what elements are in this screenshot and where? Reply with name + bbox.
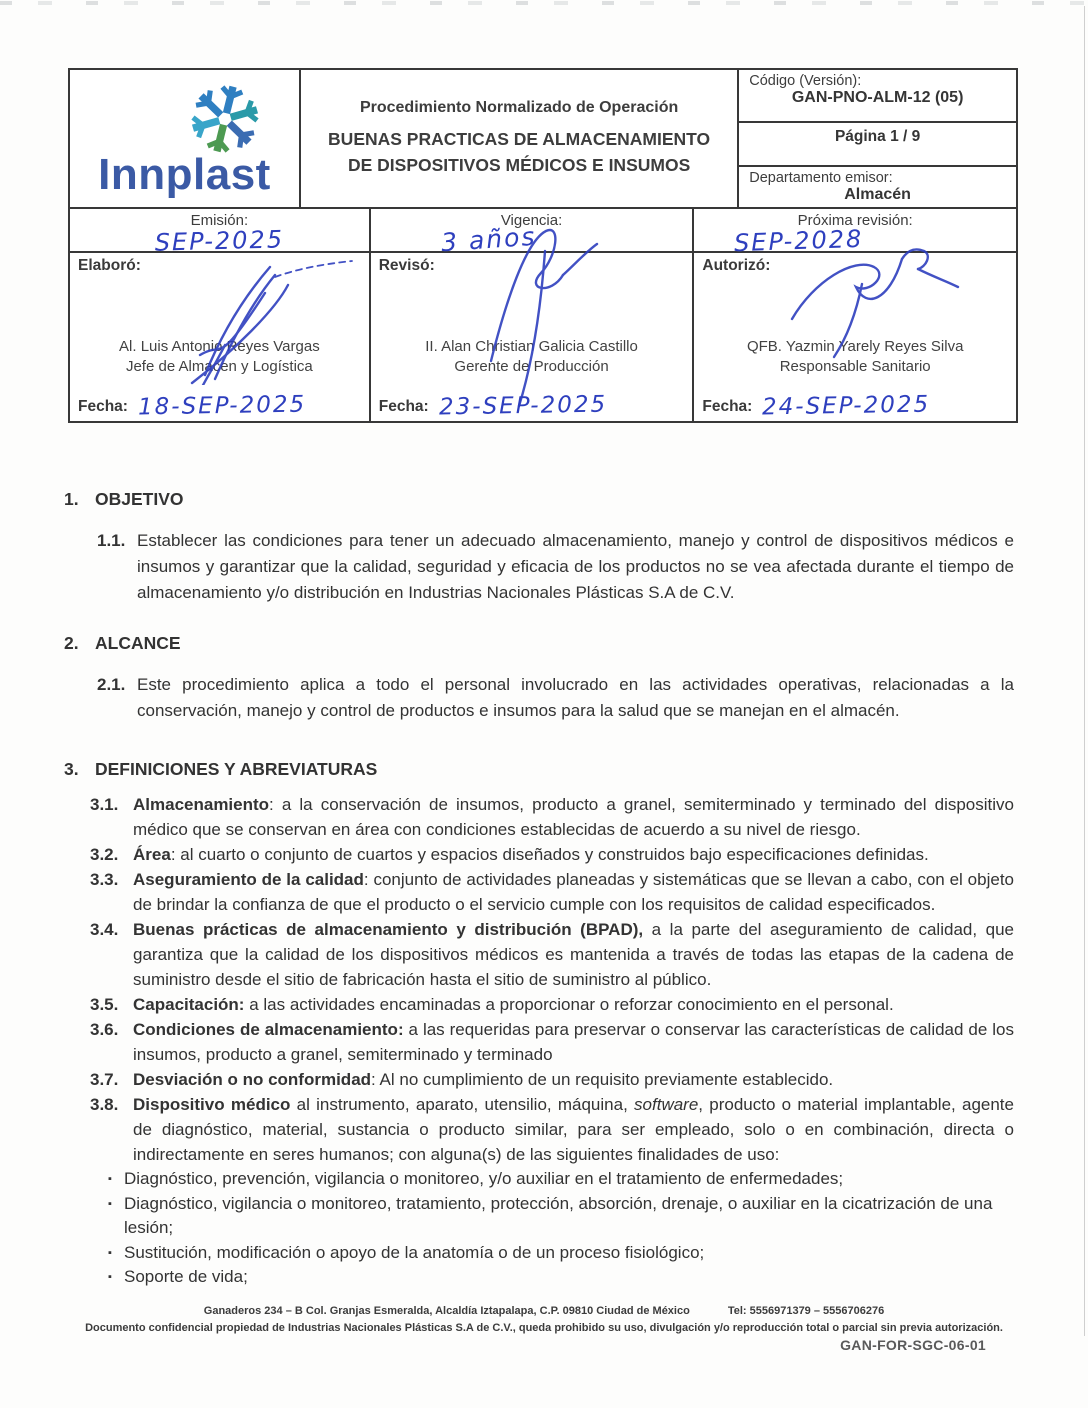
elaboro-title: Jefe de Almacen y Logística — [125, 357, 313, 375]
definition-term: Almacenamiento — [133, 795, 270, 814]
elaboro-cell — [70, 253, 371, 421]
reviso-title: Gerente de Producción — [454, 357, 609, 375]
paragraph-1-1 — [97, 528, 1014, 606]
autorizo-name: QFB. Yazmin Yarely Reyes Silva — [746, 337, 964, 355]
definition-3-7 — [90, 1067, 1014, 1092]
definition-text — [133, 1017, 1014, 1067]
elaboro-fecha-label: Fecha: — [78, 398, 128, 415]
elaboro-fecha-handwritten: 18-SEP-2025 — [137, 391, 307, 421]
definition-number: 3.4. — [90, 920, 119, 939]
definition-3-6 — [90, 1017, 1014, 1067]
section-heading-objetivo — [64, 486, 1014, 512]
definition-term: Área — [133, 845, 171, 864]
bullet-text: Sustitución, modificación o apoyo de la anatomía o de un proceso fisiológico; — [124, 1242, 705, 1262]
bullet-item-4 — [108, 1265, 1014, 1290]
reviso-fecha-label: Fecha: — [378, 398, 429, 415]
departamento-value: Almacén — [844, 186, 911, 203]
definition-number: 3.7. — [90, 1070, 119, 1089]
definition-body: : Al no cumplimiento de un requisito previamente establecido. — [371, 1070, 834, 1089]
autorizo-cell — [694, 253, 1016, 421]
bullet-marker: ▪ — [108, 1173, 112, 1185]
definition-term: Buenas prácticas de almacenamiento y distribución (BPAD), — [133, 920, 644, 939]
bullet-text: Soporte de vida; — [124, 1267, 248, 1286]
vigencia-label: Vigencia: — [500, 212, 563, 229]
definition-text — [133, 992, 1014, 1017]
document-title: BUENAS PRACTICAS DE ALMACENAMIENTO DE DISPOSITIVOS MÉDICOS E INSUMOS — [328, 129, 711, 175]
document-body — [64, 470, 1014, 1290]
footer-form-code: GAN-FOR-SGC-06-01 — [840, 1337, 986, 1353]
logo-cell — [70, 70, 301, 209]
bullet-item-2 — [108, 1192, 1014, 1241]
paragraph-number: 1.1. — [97, 531, 126, 550]
section-title: OBJETIVO — [95, 489, 184, 509]
definition-body: al instrumento, aparato, utensilio, máquina, — [290, 1095, 635, 1114]
proxima-revision-cell — [694, 209, 1016, 258]
elaboro-role-label: Elaboró: — [78, 257, 141, 274]
definition-text — [133, 917, 1014, 992]
title-cell — [301, 70, 739, 209]
section-number: 2. — [64, 633, 79, 653]
emision-handwritten-value: SEP-2025 — [154, 225, 285, 257]
autorizo-title: Responsable Sanitario — [779, 357, 931, 375]
pagina-value: Página 1 / 9 — [834, 128, 921, 146]
autorizo-fecha-handwritten: 24-SEP-2025 — [762, 391, 931, 421]
definition-text — [133, 792, 1014, 842]
bullet-marker: ▪ — [108, 1246, 112, 1259]
scan-artifact-top — [0, 1, 1088, 5]
definition-number: 3.3. — [90, 870, 119, 889]
document-type: Procedimiento Normalizado de Operación — [359, 99, 679, 117]
section-heading-alcance — [64, 630, 1014, 656]
logo-wordmark: Innplast — [98, 150, 271, 199]
bullet-marker: ▪ — [108, 1271, 112, 1283]
definition-number: 3.5. — [90, 995, 119, 1014]
section-title: DEFINICIONES Y ABREVIATURAS — [95, 759, 378, 779]
meta-column — [739, 70, 1016, 209]
definition-term: Condiciones de almacenamiento: — [133, 1020, 404, 1039]
definition-body: a las requeridas para preservar o conservar las características de calidad de los insumos, producto a granel, semiterminado y terminado — [133, 1020, 1014, 1064]
codigo-value: GAN-PNO-ALM-12 (05) — [791, 89, 964, 106]
definition-3-4 — [90, 917, 1014, 992]
definition-body: : conjunto de actividades planeadas y sistemáticas que se llevan a cabo, con el objeto de brindar la confianza de que el producto o el servicio cumple con los requisitos de calidad especificados. — [133, 870, 1014, 914]
elaboro-name-block — [70, 337, 369, 378]
footer-confidential-line: Documento confidencial propiedad de Industrias Nacionales Plásticas S.A de C.V., queda prohibido su uso, divulgación y/o reproducción total o parcial sin previa autorización. — [85, 1322, 1003, 1334]
definition-body: : al cuarto o conjunto de cuartos y espacios diseñados y construidos bajo especificaciones definidas. — [170, 845, 929, 864]
footer-address: Ganaderos 234 – B Col. Granjas Esmeralda, Alcaldía Iztapalapa, C.P. 09810 Ciudad de México — [203, 1305, 690, 1317]
definition-text — [133, 842, 1014, 867]
reviso-name: II. Alan Christian Galicia Castillo — [425, 337, 638, 355]
bullet-item-1 — [108, 1167, 1014, 1192]
definition-text — [133, 1067, 1014, 1092]
autorizo-name-block — [694, 337, 1016, 378]
definition-term: Dispositivo médico — [133, 1095, 291, 1114]
proxima-revision-handwritten-value: SEP-2028 — [733, 224, 865, 258]
footer-telephone: Tel: 5556971379 – 5556706276 — [727, 1305, 885, 1317]
autorizo-fecha-label: Fecha: — [702, 398, 753, 415]
emision-cell — [70, 209, 371, 257]
departamento-cell — [739, 167, 1016, 207]
definition-number: 3.6. — [90, 1020, 119, 1039]
section-number: 1. — [64, 489, 79, 509]
autorizo-fecha-row — [702, 393, 930, 419]
definition-number: 3.2. — [90, 845, 119, 864]
pagina-cell — [739, 123, 1016, 167]
elaboro-fecha-row — [78, 393, 306, 419]
bullet-marker: ▪ — [108, 1197, 112, 1210]
definition-body-continued: , producto o material implantable, agente de diagnóstico, material, sustancia o producto similar, para ser empleado, solo o en combinación, directa o indirectamente en seres humanos; con alguna(s) de las siguientes finalidades de uso: — [133, 1095, 1014, 1164]
reviso-role-label: Revisó: — [378, 257, 435, 274]
section-heading-definiciones — [64, 756, 1014, 782]
reviso-fecha-handwritten: 23-SEP-2025 — [438, 391, 608, 421]
definition-3-2 — [90, 842, 1014, 867]
reviso-fecha-row — [379, 393, 607, 419]
emision-label: Emisión: — [190, 212, 249, 229]
autorizo-role-label: Autorizó: — [702, 257, 771, 274]
proxima-revision-label: Próxima revisión: — [797, 212, 913, 229]
definition-number: 3.8. — [90, 1095, 119, 1114]
definition-term: Capacitación: — [133, 995, 245, 1014]
definition-term: Aseguramiento de la calidad — [133, 870, 364, 889]
footer-address-line — [0, 1305, 1088, 1317]
bullet-item-3 — [108, 1241, 1014, 1266]
definition-3-5 — [90, 992, 1014, 1017]
definition-3-8 — [90, 1092, 1014, 1167]
paragraph-number: 2.1. — [97, 675, 126, 694]
definition-body: : a la conservación de insumos, producto a granel, semiterminado y terminado del dispositivo médico que se conservan en área con condiciones establecidas de acuerdo a su nivel de riesgo. — [133, 795, 1014, 839]
definition-text — [133, 867, 1014, 917]
bullet-text: Diagnóstico, prevención, vigilancia o monitoreo, y/o auxiliar en el tratamiento de enfermedades; — [124, 1169, 844, 1188]
definition-body: a la parte del aseguramiento de calidad, que garantiza que la calidad de los dispositivos médicos es mantenida a través de todas las etapas de la cadena de suministro desde el sitio de fabricación hasta el sitio de suministro al público. — [133, 920, 1014, 989]
departamento-label: Departamento emisor: — [749, 170, 893, 186]
vigencia-cell — [371, 209, 695, 258]
scan-artifact-right-edge — [1084, 6, 1085, 1336]
definition-3-3 — [90, 867, 1014, 917]
definition-number: 3.1. — [90, 795, 119, 814]
paragraph-text: Establecer las condiciones para tener un adecuado almacenamiento, manejo y control de dispositivos médicos e insumos y garantizar que la calidad, seguridad y eficacia de los productos no se vea afectada durante el tiempo de almacenamiento y/o distribución en Industrias Nacionales Plásticas S.A de C.V. — [137, 531, 1014, 602]
definition-body: a las actividades encaminadas a proporcionar o reforzar conocimiento en el personal. — [244, 995, 894, 1014]
vigencia-handwritten-value: 3 años — [439, 221, 537, 258]
paragraph-text: Este procedimiento aplica a todo el personal involucrado en las actividades operativas, relacionadas a la conservación, manejo y control de productos e insumos para la salud que se manejan en el almacén. — [137, 675, 1014, 720]
definition-term: Desviación o no conformidad — [133, 1070, 372, 1089]
header-row-signatures — [70, 253, 1016, 421]
bullet-text: Diagnóstico, vigilancia o monitoreo, tratamiento, protección, absorción, drenaje, o auxiliar en la cicatrización de una lesión; — [124, 1193, 993, 1237]
reviso-name-block — [371, 337, 693, 378]
header-row-1 — [70, 70, 1016, 209]
definition-3-1 — [90, 792, 1014, 842]
paragraph-2-1 — [97, 672, 1014, 724]
section-title: ALCANCE — [95, 633, 181, 653]
header-row-dates — [70, 209, 1016, 258]
elaboro-name: Al. Luis Antonio Reyes Vargas — [119, 337, 320, 355]
definition-italic-word: software — [634, 1095, 699, 1114]
document-header-table — [68, 68, 1018, 423]
codigo-label: Código (Versión): — [749, 73, 862, 89]
codigo-cell — [739, 70, 1016, 123]
reviso-cell — [371, 253, 695, 421]
section-number: 3. — [64, 759, 79, 779]
definition-text — [133, 1092, 1014, 1167]
